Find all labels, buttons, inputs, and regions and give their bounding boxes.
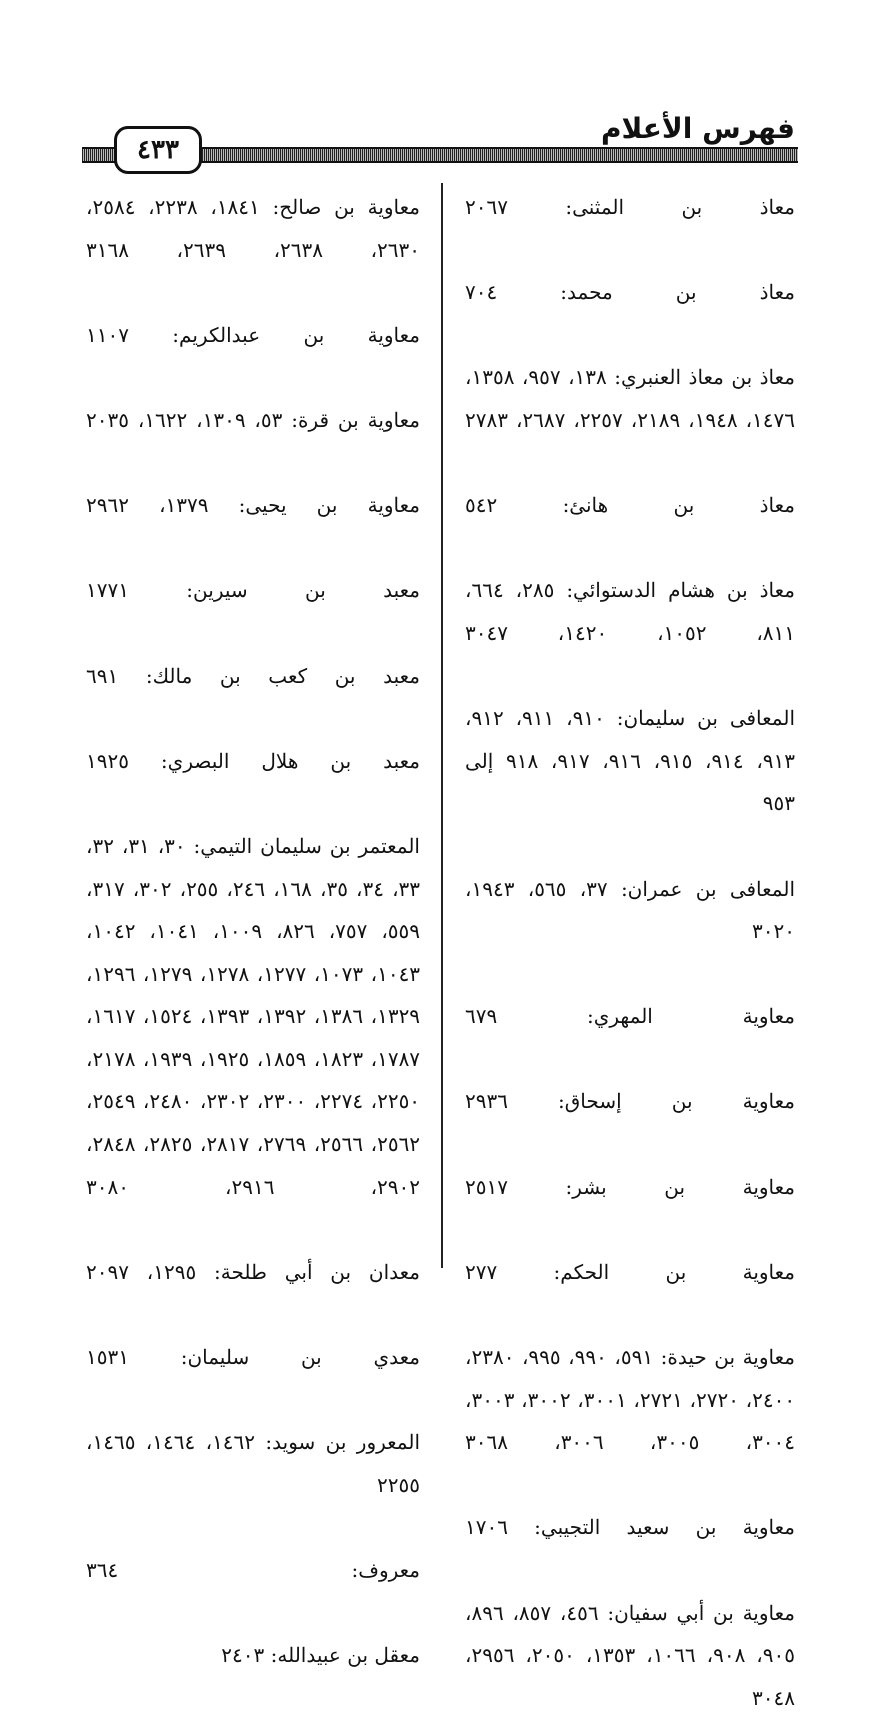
index-entry: معبد بن كعب بن مالك: ٦٩١	[86, 663, 420, 688]
column-divider	[441, 183, 443, 1268]
index-entry: معاوية بن أبي سفيان: ٤٥٦، ٨٥٧، ٨٩٦، ٩٠٥، ٩٠٨، ١٠٦٦، ١٣٥٣، ٢٠٥٠، ٢٩٥٦، ٣٠٤٨	[465, 1600, 795, 1710]
right-column	[465, 186, 795, 1719]
index-entry: معاذ بن محمد: ٧٠٤	[465, 280, 795, 305]
index-entry: معاوية بن يحيى: ١٣٧٩، ٢٩٦٢	[86, 493, 420, 518]
index-entry: معروف: ٣٦٤	[86, 1558, 420, 1582]
index-entry: المعافى بن عمران: ٣٧، ٥٦٥، ١٩٤٣، ٣٠٢٠	[465, 876, 796, 944]
index-entry: معاذ بن معاذ العنبري: ١٣٨، ٩٥٧، ١٣٥٨، ١٤٧٦، ١٩٤٨، ٢١٨٩، ٢٢٥٧، ٢٦٨٧، ٢٧٨٣	[465, 365, 796, 432]
index-entry: المعتمر بن سليمان التيمي: ٣٠، ٣١، ٣٢، ٣٣، ٣٤، ٣٥، ١٦٨، ٢٤٦، ٢٥٥، ٣٠٢، ٣١٧، ٥٥٩، ٧٥٧، ٨٢٦، ١٠٠٩، ١٠٤١، ١٠٤٢، ١٠٤٣، ١٠٧٣، ١٢٧٧، ١٢٧٨، ١٢٧٩، ١٢٩٦، ١٣٢٩، ١٣٨٦، ١٣٩٢، ١٣٩٣، ١٥٢٤، ١٦١٧، ١٧٨٧، ١٨٢٣، ١٨٥٩، ١٩٢٥، ١٩٣٩، ٢١٧٨، ٢٢٥٠، ٢٢٧٤، ٢٣٠٠، ٢٣٠٢، ٢٤٨٠، ٢٥٤٩، ٢٥٦٢، ٢٥٦٦، ٢٧٦٩، ٢٨١٧، ٢٨٢٥، ٢٨٤٨، ٢٩٠٢، ٢٩١٦، ٣٠٨٠	[86, 833, 421, 1199]
index-entry: معبد بن هلال البصري: ١٩٢٥	[86, 748, 420, 773]
index-entry: المعافى بن سليمان: ٩١٠، ٩١١، ٩١٢، ٩١٣، ٩١٤، ٩١٥، ٩١٦، ٩١٧، ٩١٨ إلى ٩٥٣	[465, 706, 796, 816]
index-entry: معبد بن سيرين: ١٧٧١	[86, 578, 420, 603]
index-entry: معاوية بن إسحاق: ٢٩٣٦	[465, 1089, 795, 1114]
index-entry: معاوية بن قرة: ٥٣، ١٣٠٩، ١٦٢٢، ٢٠٣٥	[86, 407, 420, 432]
index-entry: معدي بن سليمان: ١٥٣١	[86, 1345, 420, 1370]
index-entry: المعرور بن سويد: ١٤٦٢، ١٤٦٤، ١٤٦٥، ٢٢٥٥	[86, 1430, 421, 1497]
index-entry: معاوية بن عبدالكريم: ١١٠٧	[86, 322, 420, 347]
index-entry: معاذ بن هانئ: ٥٤٢	[465, 493, 795, 518]
index-entry: معاذ بن المثنى: ٢٠٦٧	[465, 195, 795, 219]
index-entry: معاذ بن هشام الدستوائي: ٢٨٥، ٦٦٤، ٨١١، ١٠٥٢، ١٤٢٠، ٣٠٤٧	[465, 578, 796, 645]
page-number: ٤٣٣	[114, 126, 202, 174]
index-entry: معاوية بن بشر: ٢٥١٧	[465, 1174, 795, 1199]
index-entry: معاوية المهري: ٦٧٩	[465, 1004, 795, 1029]
index-entry: معاوية بن الحكم: ٢٧٧	[465, 1259, 795, 1284]
left-column	[86, 186, 420, 1677]
index-entry: معدان بن أبي طلحة: ١٢٩٥، ٢٠٩٧	[86, 1259, 421, 1284]
page-title: فهرس الأعلام	[601, 112, 795, 145]
index-entry: معقل بن عبيدالله: ٢٤٠٣	[221, 1643, 420, 1668]
index-entry: معاوية بن صالح: ١٨٤١، ٢٢٣٨، ٢٥٨٤، ٢٦٣٠، ٢٦٣٨، ٢٦٣٩، ٣١٦٨	[86, 195, 421, 262]
index-entry: معاوية بن سعيد التجيبي: ١٧٠٦	[465, 1515, 795, 1540]
index-entry: معاوية بن حيدة: ٥٩١، ٩٩٠، ٩٩٥، ٢٣٨٠، ٢٤٠٠، ٢٧٢٠، ٢٧٢١، ٣٠٠١، ٣٠٠٢، ٣٠٠٣، ٣٠٠٤، ٣٠٠٥، ٣٠٠٦، ٣٠٦٨	[465, 1345, 796, 1455]
